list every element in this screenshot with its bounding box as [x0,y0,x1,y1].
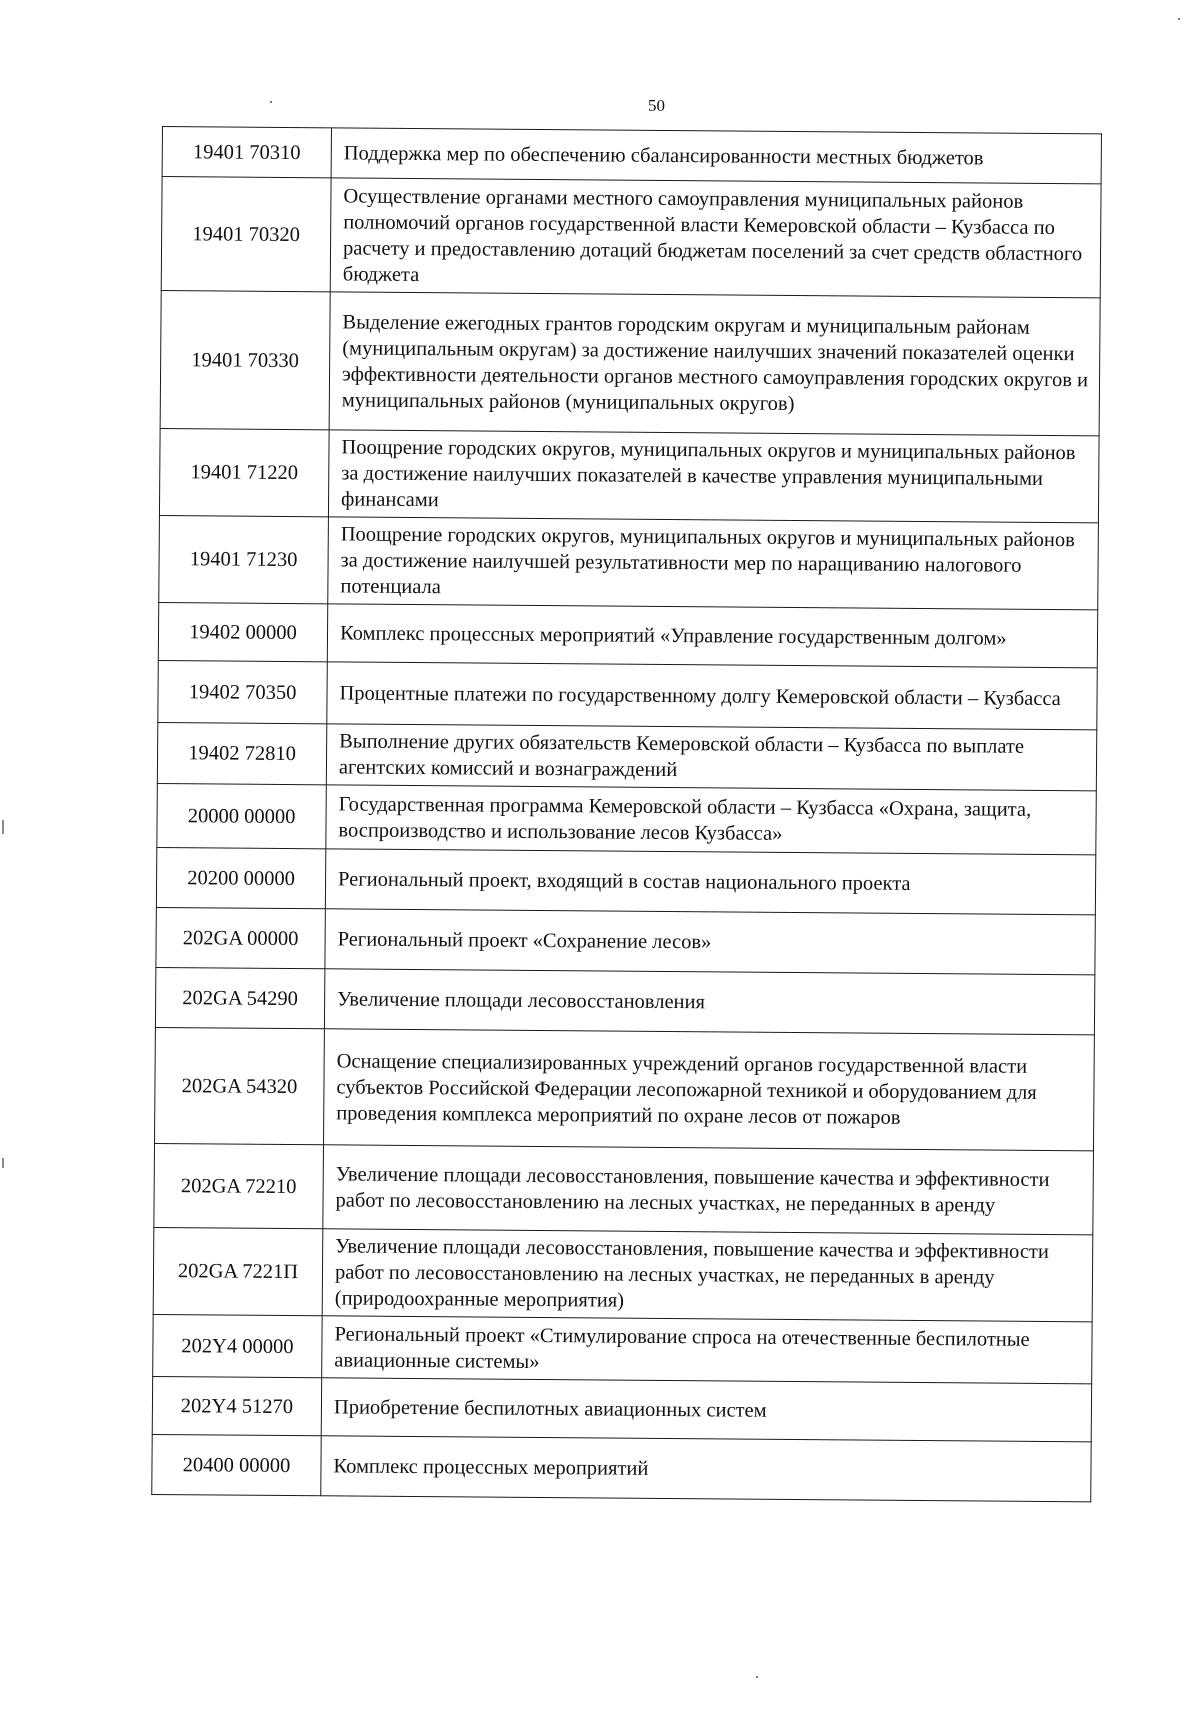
row-description: Региональный проект «Стимулирование спроса на отечественные беспилотные авиационные системы» [322,1316,1092,1384]
table-row [153,1314,1092,1383]
row-code: 19401 70310 [162,127,331,178]
table-row [152,1376,1091,1441]
row-description: Выполнение других обязательств Кемеровской области – Кузбасса по выплате агентских комиссий и вознаграждений [326,724,1096,791]
page-number: 50 [648,96,665,115]
row-code: 202Y4 51270 [152,1376,321,1435]
table-row [160,290,1100,435]
row-code: 19402 00000 [158,602,327,661]
table-row [155,1027,1095,1150]
row-code: 19401 71230 [159,515,329,603]
row-description: Увеличение площади лесовосстановления, повышение качества и эффективности работ по лесовосстановлению на лесных участках, не переданных в аренду [323,1145,1094,1235]
row-description: Комплекс процессных мероприятий [321,1436,1091,1502]
row-description: Процентные платежи по государственному долгу Кемеровской области – Кузбасса [327,662,1097,730]
row-code: 202GA 7221П [153,1227,323,1315]
row-description: Региональный проект «Сохранение лесов» [325,909,1095,975]
row-description: Увеличение площади лесовосстановления, повышение качества и эффективности работ по лесовосстановлению на лесных участках, не переданных в аренду (природоохранные мероприятия) [322,1229,1093,1322]
table-row [156,847,1095,914]
table-row [159,515,1099,609]
budget-code-table-container [151,126,1102,1502]
row-description: Поддержка мер по обеспечению сбалансированности местных бюджетов [331,128,1101,184]
row-code: 19401 70320 [161,177,331,292]
row-description: Поощрение городских округов, муниципальных округов и муниципальных районов за достижение наилучшей результативности мер по наращиванию налогового потенциала [328,517,1099,610]
row-code: 202GA 72210 [154,1143,324,1228]
scan-speck [1178,18,1180,20]
table-row [155,967,1094,1034]
row-code: 202GA 54320 [155,1027,325,1144]
scan-edge-mark [2,820,4,834]
row-code: 19402 72810 [157,722,326,784]
row-description: Увеличение площади лесовосстановления [324,969,1094,1035]
table-row [154,1143,1094,1234]
row-code: 20400 00000 [152,1434,321,1495]
row-description: Поощрение городских округов, муниципальных округов и муниципальных районов за достижение наилучших показателей в качестве управления муниципальными финансами [328,430,1099,523]
row-description: Региональный проект, входящий в состав национального проекта [325,849,1095,915]
row-code: 202Y4 00000 [153,1314,322,1377]
scan-speck [756,1676,758,1678]
row-code: 19401 70330 [160,290,330,429]
row-code: 19402 70350 [158,660,327,723]
row-description: Комплекс процессных мероприятий «Управление государственным долгом» [327,604,1097,668]
row-description: Государственная программа Кемеровской области – Кузбасса «Охрана, защита, воспроизводство и использование лесов Кузбасса» [326,785,1096,855]
row-description: Осуществление органами местного самоуправления муниципальных районов полномочий органов государственной власти Кемеровской области – Кузбасса по расчету и предоставлению дотаций бюджетам поселений за счет средств областного бюджета [330,178,1101,298]
budget-code-table [151,126,1102,1502]
row-code: 19401 71220 [159,428,329,516]
table-row [157,722,1096,790]
row-description: Приобретение беспилотных авиационных систем [321,1378,1091,1442]
scan-speck [270,101,272,103]
row-code: 20000 00000 [157,783,326,848]
table-row [162,127,1101,184]
table-row [159,428,1099,522]
row-description: Выделение ежегодных грантов городским округам и муниципальным районам (муниципальным округам) за достижение наилучших значений показателей оценки эффективности деятельности органов местного самоуправления городских округов и муниципальных районов (муниципальных округов) [329,292,1100,436]
table-row [158,602,1097,667]
table-row [156,907,1095,974]
table-row [158,660,1097,729]
row-code: 20200 00000 [156,847,325,908]
row-code: 202GA 00000 [156,907,325,968]
row-code: 202GA 54290 [155,967,324,1028]
table-row [161,177,1101,298]
table-row [153,1227,1093,1321]
row-description: Оснащение специализированных учреждений органов государственной власти субъектов Российской Федерации лесопожарной техникой и оборудованием для проведения комплекса мероприятий по охране лесов от пожаров [324,1029,1095,1151]
table-row [152,1434,1091,1501]
table-row [157,783,1096,854]
scan-edge-mark [2,1158,4,1168]
